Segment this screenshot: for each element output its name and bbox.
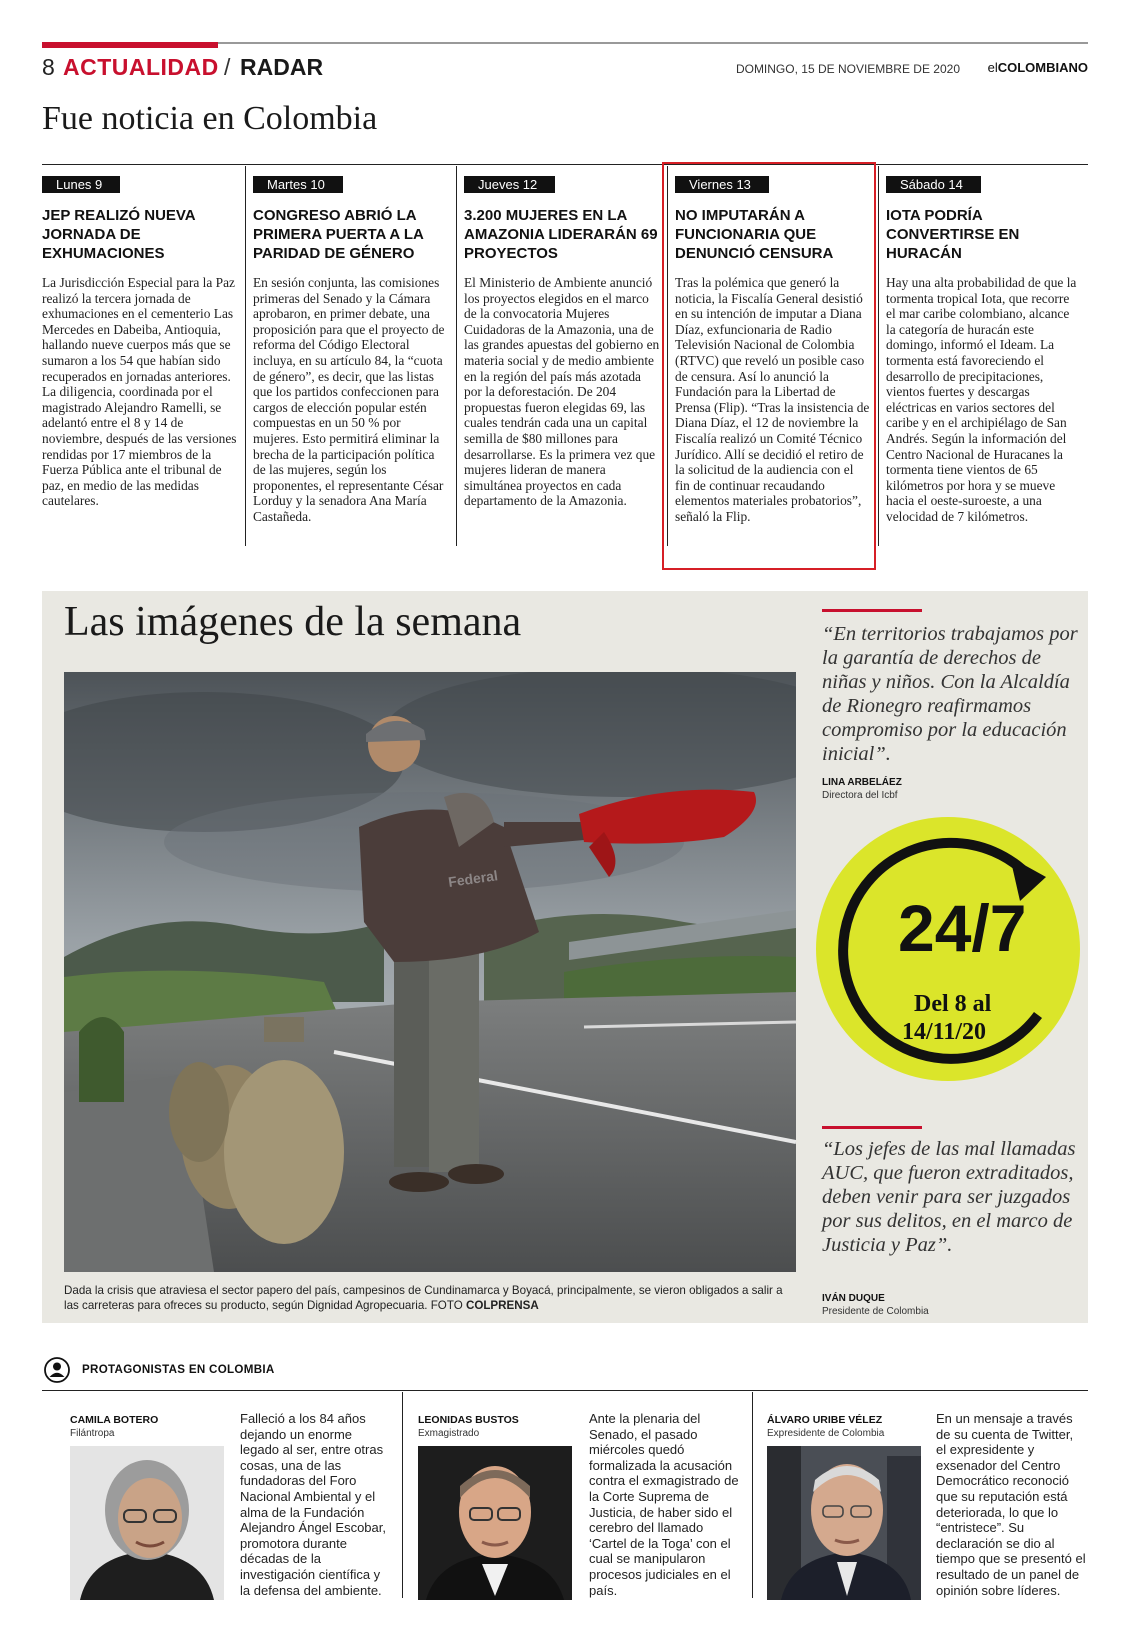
person-name: LEONIDAS BUSTOS (418, 1414, 519, 1426)
photo-caption (64, 1283, 792, 1313)
quote-author-role: Directora del Icbf (822, 790, 898, 801)
day-label: Lunes 9 (42, 176, 120, 193)
svg-text:Federal: Federal (447, 867, 499, 890)
person-name: ÁLVARO URIBE VÉLEZ (767, 1414, 883, 1426)
badge-line-1: Del 8 al (914, 991, 992, 1017)
news-column (253, 176, 449, 525)
day-label: Martes 10 (253, 176, 343, 193)
section-separator: / (224, 54, 231, 80)
quote-accent-bar (822, 609, 922, 612)
news-headline: NO IMPUTARÁN A FUNCIONARIA QUE DENUNCIÓ CENSURA (675, 207, 834, 262)
person-role: Exmagistrado (418, 1428, 480, 1439)
person-name: CAMILA BOTERO (70, 1414, 159, 1426)
news-column (464, 176, 660, 509)
week-dates-badge (814, 815, 1082, 1083)
column-divider (878, 166, 879, 546)
quote-author-role: Presidente de Colombia (822, 1306, 929, 1317)
farmer-roadside-photo (64, 672, 796, 1272)
news-body: En sesión conjunta, las comisiones primeras del Senado y la Cámara aprobaron, en primer debate, una proposición para que el proyecto de reforma del Código Electoral incluya, en su artículo 84, la “cuota de género”, es decir, que las listas que los partidos confeccionen para cargos de elección popular estén compuestas en un 50 % por mujeres. Esto permitirá eliminar la brecha de la participación política de las mujeres, según los proponentes, el representante César Lorduy y la senadora Ana María Castañeda. (253, 275, 445, 524)
section-name: ACTUALIDAD (63, 54, 219, 80)
news-body: Hay una alta probabilidad de que la tormenta tropical Iota, que recorre el mar caribe colombiano, alcance la categoría de huracán este domingo, informó el Ideam. La tormenta está favoreciendo el desarrollo de precipitaciones, vientos fuertes y descargas eléctricas en varios sectores del caribe y en el archipiélago de San Andrés. Según la información del Centro Nacional de Huracanes la tormenta tiene vientos de 65 kilómetros por hora y se mueve hacia el oeste-suroeste, a una velocidad de 7 kilómetros. (886, 275, 1077, 524)
news-body: La Jurisdicción Especial para la Paz realizó la tercera jornada de exhumaciones en el cementerio Las Mercedes en Dabeiba, Antioquia, hallando nueve cuerpos más que se sumaron a los 54 que habían sido recuperados en jornadas anteriores. La diligencia, coordinada por el magistrado Alejandro Ramelli, se adelantó entre el 8 y 14 de noviembre, después de las versiones rendidas por 17 miembros de la Fuerza Pública ante el tribunal de paz, en medio de las medidas cautelares. (42, 275, 237, 509)
caption-credit-label: FOTO (430, 1299, 463, 1312)
header-accent-bar (42, 42, 218, 48)
news-column (886, 176, 1082, 525)
news-body: El Ministerio de Ambiente anunció los proyectos elegidos en el marco de la convocatoria Mujeres Cuidadoras de la Amazonia, una de las grandes apuestas del gobierno en materia social y de medio ambiente en la región del país más azotada por la deforestación. De 204 propuestas fueron elegidas 69, las cuales tendrán cada una un capital semilla de $80 millones para desarrollarse. Es la primera vez que mujeres lideran de manera simultánea proyectos en cada departamento de la Amazonia. (464, 275, 660, 509)
badge-main-text: 24/7 (898, 891, 1027, 965)
caption-credit: COLPRENSA (465, 1299, 539, 1312)
news-body: Tras la polémica que generó la noticia, la Fiscalía General desistió en su intención de imputar a Diana Díaz, exfuncionaria de Radio Televisión Nacional de Colombia (RTVC) que reveló un posible caso de censura. Así lo anunció la Fundación para la Libertad de Prensa (Flip). “Tras la insistencia de Diana Díaz, el 12 de noviembre la Fiscalía realizó un Comité Técnico Jurídico. Allí se decidió el retiro de la solicitud de la audiencia con el fin de continuar recaudando elementos materiales probatorios”, señaló la Flip. (675, 275, 870, 524)
week-section-title: Las imágenes de la semana (64, 599, 522, 645)
day-label: Sábado 14 (886, 176, 981, 193)
caption-text: Dada la crisis que atraviesa el sector papero del país, campesinos de Cundinamarca y Boyacá, principalmente, se vieron obligados a salir a las carreteras para ofreces su producto, según Dignidad Agropecuaria. (64, 1284, 783, 1312)
person-description: En un mensaje a través de su cuenta de Twitter, el expresidente y exsenador del Centro Democrático reconoció que su reputación está deteriorada, lo que lo “entristece”. Su declaración se dio al tiempo que se presentó el resultado de un panel de opinión sobre líderes. (936, 1411, 1086, 1598)
protagonist-divider (402, 1392, 403, 1598)
badge-line-2: 14/11/20 (902, 1019, 987, 1045)
quote-author: IVÁN DUQUE (822, 1293, 885, 1304)
person-portrait (767, 1446, 921, 1600)
logo-main: COLOMBIANO (997, 60, 1088, 75)
highlight-box (662, 162, 876, 570)
person-description: Falleció a los 84 años dejando un enorme legado al ser, entre otras cosas, una de las fundadoras del Foro Nacional Ambiental y el alma de la Fundación Alejandro Ángel Escobar, promotora durante décadas de la investigación científica y la defensa del ambiente. (240, 1411, 386, 1598)
person-role: Expresidente de Colombia (767, 1428, 885, 1439)
day-label: Viernes 13 (675, 176, 769, 193)
quote-accent-bar (822, 1126, 922, 1129)
logo-prefix: el (987, 60, 998, 75)
protagonists-rule (42, 1390, 1088, 1391)
person-portrait (70, 1446, 224, 1600)
page-number: 8 (42, 54, 55, 80)
quote-text: “Los jefes de las mal llamadas AUC, que fueron extraditados, deben venir para ser juzgados por sus delitos, en el marco de Justicia y Paz”. (822, 1138, 1076, 1256)
protagonist-divider (752, 1392, 753, 1598)
news-headline: CONGRESO ABRIÓ LA PRIMERA PUERTA A LA PARIDAD DE GÉNERO (253, 207, 424, 262)
quote-text: “En territorios trabajamos por la garantía de derechos de niñas y niños. Con la Alcaldía de Rionegro reafirmamos compromiso por la educación inicial”. (822, 623, 1078, 765)
person-description: Ante la plenaria del Senado, el pasado miércoles quedó formalizada la acusación contra el exmagistrado de la Corte Suprema de Justicia, de haber sido el cerebro del llamado ‘Cartel de la Toga’ con el cual se manipularon procesos judiciales en el país. (589, 1411, 739, 1598)
quote-author: LINA ARBELÁEZ (822, 777, 902, 788)
protagonists-title: PROTAGONISTAS EN COLOMBIA (82, 1363, 275, 1376)
column-divider (245, 166, 246, 546)
news-column (42, 176, 238, 509)
news-rule (42, 164, 1088, 165)
person-portrait (418, 1446, 572, 1600)
person-icon (44, 1357, 70, 1383)
newspaper-logo (970, 60, 1088, 75)
person-role: Filántropa (70, 1428, 115, 1439)
subsection-name: RADAR (240, 54, 324, 80)
news-headline: 3.200 MUJERES EN LA AMAZONIA LIDERARÁN 69 PROYECTOS (464, 207, 658, 262)
news-headline: JEP REALIZÓ NUEVA JORNADA DE EXHUMACIONES (42, 207, 196, 262)
news-section-title: Fue noticia en Colombia (42, 100, 378, 137)
day-label: Jueves 12 (464, 176, 555, 193)
news-headline: IOTA PODRÍA CONVERTIRSE EN HURACÁN (886, 207, 1020, 262)
issue-date: DOMINGO, 15 DE NOVIEMBRE DE 2020 (735, 62, 960, 76)
column-divider (456, 166, 457, 546)
